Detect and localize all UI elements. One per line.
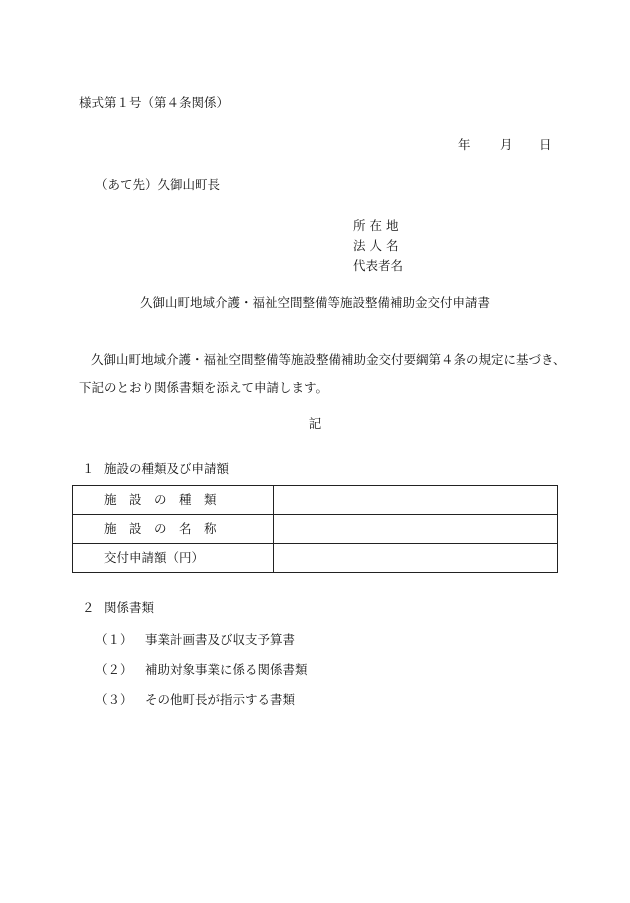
applicant-corporation-label: 法 人 名 <box>353 238 399 253</box>
list-item <box>95 634 308 664</box>
document-number: （２） <box>95 662 133 677</box>
section-1-title: 施設の種類及び申請額 <box>104 461 230 476</box>
facility-table <box>72 485 558 573</box>
facility-type-value <box>274 486 558 515</box>
document-title: 久御山町地域介護・福祉空間整備等施設整備補助金交付申請書 <box>139 295 490 310</box>
document-number: （３） <box>95 692 133 707</box>
applicant-block <box>353 220 403 280</box>
table-row <box>73 486 558 515</box>
grant-amount-value <box>274 544 558 573</box>
section-2-number: ２ <box>82 600 95 615</box>
section-1-number: １ <box>82 461 95 476</box>
document-text: 事業計画書及び収支予算書 <box>145 632 296 647</box>
date-day-label: 日 <box>539 137 552 152</box>
grant-amount-label: 交付申請額（円） <box>73 544 274 573</box>
facility-name-label: 施 設 の 名 称 <box>73 515 274 544</box>
facility-type-label: 施 設 の 種 類 <box>73 486 274 515</box>
date-month-label: 月 <box>500 137 513 152</box>
section-2-title: 関係書類 <box>104 600 155 615</box>
document-number: （１） <box>95 632 133 647</box>
table-row <box>73 544 558 573</box>
addressee: （あて先）久御山町長 <box>95 177 221 192</box>
document-text: 補助対象事業に係る関係書類 <box>145 662 308 677</box>
list-item <box>95 694 308 724</box>
list-item <box>95 664 308 694</box>
ki-heading: 記 <box>308 416 322 431</box>
applicant-representative-label: 代表者名 <box>353 258 404 273</box>
section-1-heading <box>82 463 229 476</box>
form-number: 様式第１号（第４条関係） <box>79 95 230 110</box>
body-text: 久御山町地域介護・福祉空間整備等施設整備補助金交付要綱第４条の規定に基づき、下記のとおり関係書類を添えて申請します。 <box>79 352 566 395</box>
facility-name-value <box>274 515 558 544</box>
documents-list <box>95 634 308 724</box>
applicant-address-label: 所 在 地 <box>353 218 399 233</box>
document-text: その他町長が指示する書類 <box>145 692 296 707</box>
table-row <box>73 515 558 544</box>
date-year-label: 年 <box>458 137 471 152</box>
section-2-heading <box>82 602 154 615</box>
